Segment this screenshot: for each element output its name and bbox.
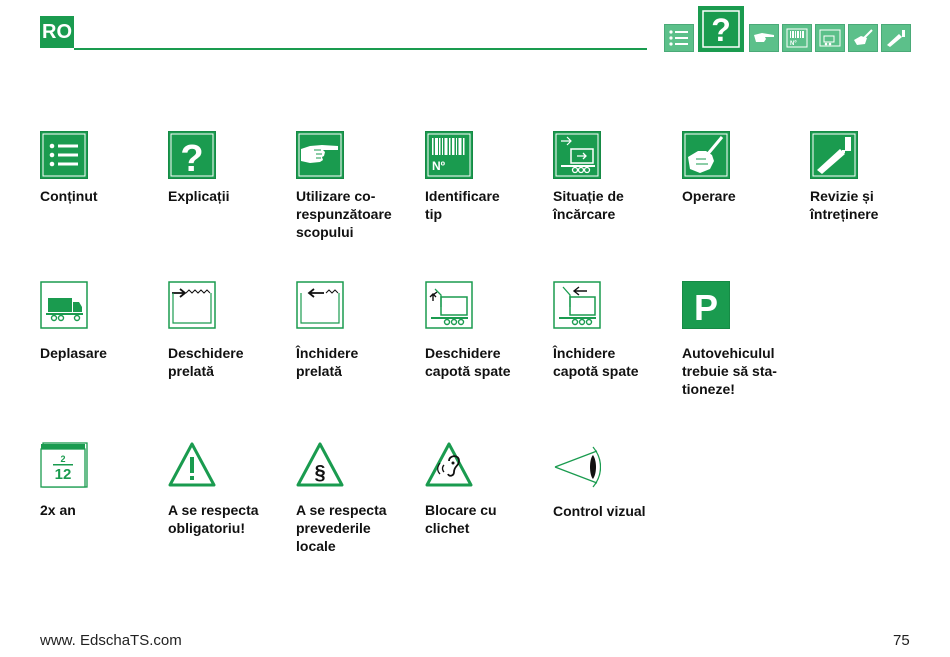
grid-item-tarp-open bbox=[168, 281, 290, 379]
ratchet-icon bbox=[425, 441, 473, 489]
paragraph-symbol: § bbox=[314, 462, 326, 484]
question-icon bbox=[168, 131, 216, 179]
grid-item-driving bbox=[40, 281, 162, 361]
grid-item-ratchet-lock bbox=[425, 441, 547, 536]
grid-item-rear-close bbox=[553, 281, 675, 379]
question-icon bbox=[701, 9, 741, 49]
calendar-icon bbox=[40, 441, 88, 489]
maintenance-icon bbox=[810, 131, 858, 179]
grid-item-type-id bbox=[425, 131, 547, 222]
grid-item-label: 2x an bbox=[40, 502, 76, 518]
grid-item-label: Autovehiculul trebuie să sta- tioneze! bbox=[682, 345, 777, 397]
grid-item-tarp-close bbox=[296, 281, 418, 379]
operate-hand-icon bbox=[682, 131, 730, 179]
nav-intended-use-button[interactable] bbox=[749, 24, 779, 52]
svg-text:Nº: Nº bbox=[790, 41, 797, 47]
grid-item-explanations bbox=[168, 131, 290, 204]
svg-text:?: ? bbox=[180, 138, 204, 179]
truck-icon bbox=[40, 281, 88, 329]
nav-operation-button[interactable] bbox=[848, 24, 878, 52]
grid-item-label: Explicații bbox=[168, 188, 230, 204]
pointing-hand-icon bbox=[296, 131, 344, 179]
grid-item-label: Deschidere capotă spate bbox=[425, 345, 511, 379]
svg-text:Nº: Nº bbox=[432, 159, 446, 173]
grid-item-label: Închidere prelată bbox=[296, 345, 359, 379]
grid-item-twice-year bbox=[40, 441, 162, 518]
grid-item-operation bbox=[682, 131, 804, 204]
grid-item-intended-use bbox=[296, 131, 418, 240]
parking-icon bbox=[682, 281, 730, 329]
svg-text:P: P bbox=[693, 287, 719, 328]
grid-item-label: A se respecta prevederile locale bbox=[296, 502, 387, 554]
nav-contents-button[interactable] bbox=[664, 24, 694, 52]
language-badge: RO bbox=[40, 16, 74, 48]
nav-type-id-button[interactable] bbox=[782, 24, 812, 52]
tarp-close-icon bbox=[296, 281, 344, 329]
list-icon bbox=[668, 28, 690, 48]
rear-close-icon bbox=[553, 281, 601, 329]
grid-item-label: Identificare tip bbox=[425, 188, 500, 222]
nav-maintenance-button[interactable] bbox=[881, 24, 911, 52]
calendar-big-number: 12 bbox=[54, 466, 72, 483]
grid-item-label: Deschidere prelată bbox=[168, 345, 244, 379]
grid-item-label: Blocare cu clichet bbox=[425, 502, 497, 536]
maintenance-icon bbox=[884, 28, 908, 48]
grid-item-local-rules bbox=[296, 441, 418, 554]
nav-explanations-button[interactable] bbox=[698, 6, 744, 52]
paragraph-icon bbox=[296, 441, 344, 489]
list-icon bbox=[40, 131, 88, 179]
website-link[interactable]: www. EdschaTS.com bbox=[40, 632, 182, 649]
rear-open-icon bbox=[425, 281, 473, 329]
grid-item-visual-check bbox=[553, 441, 675, 519]
operate-hand-icon bbox=[851, 28, 875, 48]
nav-loading-button[interactable] bbox=[815, 24, 845, 52]
header-rule bbox=[74, 48, 647, 50]
grid-item-label: Operare bbox=[682, 188, 736, 204]
grid-item-rear-open bbox=[425, 281, 547, 379]
calendar-small-number: 2 bbox=[60, 454, 66, 464]
grid-item-loading bbox=[553, 131, 675, 222]
grid-item-label: Închidere capotă spate bbox=[553, 345, 639, 379]
grid-item-label: Conținut bbox=[40, 188, 98, 204]
barcode-icon bbox=[786, 28, 808, 48]
grid-item-label: Utilizare co- respunzătoare scopului bbox=[296, 188, 392, 240]
grid-item-parking bbox=[682, 281, 804, 397]
grid-item-contents bbox=[40, 131, 162, 204]
pointing-hand-icon bbox=[752, 29, 776, 47]
grid-item-label: Revizie și întreținere bbox=[810, 188, 879, 222]
page-number: 75 bbox=[893, 632, 910, 649]
grid-item-label: Control vizual bbox=[553, 503, 646, 519]
warning-icon bbox=[168, 441, 216, 489]
tarp-open-icon bbox=[168, 281, 216, 329]
barcode-icon bbox=[425, 131, 473, 179]
grid-item-label: Deplasare bbox=[40, 345, 107, 361]
grid-item-label: A se respecta obligatoriu! bbox=[168, 502, 259, 536]
grid-item-maintenance bbox=[810, 131, 932, 222]
loading-icon bbox=[553, 131, 601, 179]
eye-icon bbox=[553, 441, 601, 489]
grid-item-label: Situație de încărcare bbox=[553, 188, 624, 222]
grid-item-mandatory bbox=[168, 441, 290, 536]
svg-text:?: ? bbox=[711, 12, 731, 48]
loading-icon bbox=[818, 28, 842, 48]
